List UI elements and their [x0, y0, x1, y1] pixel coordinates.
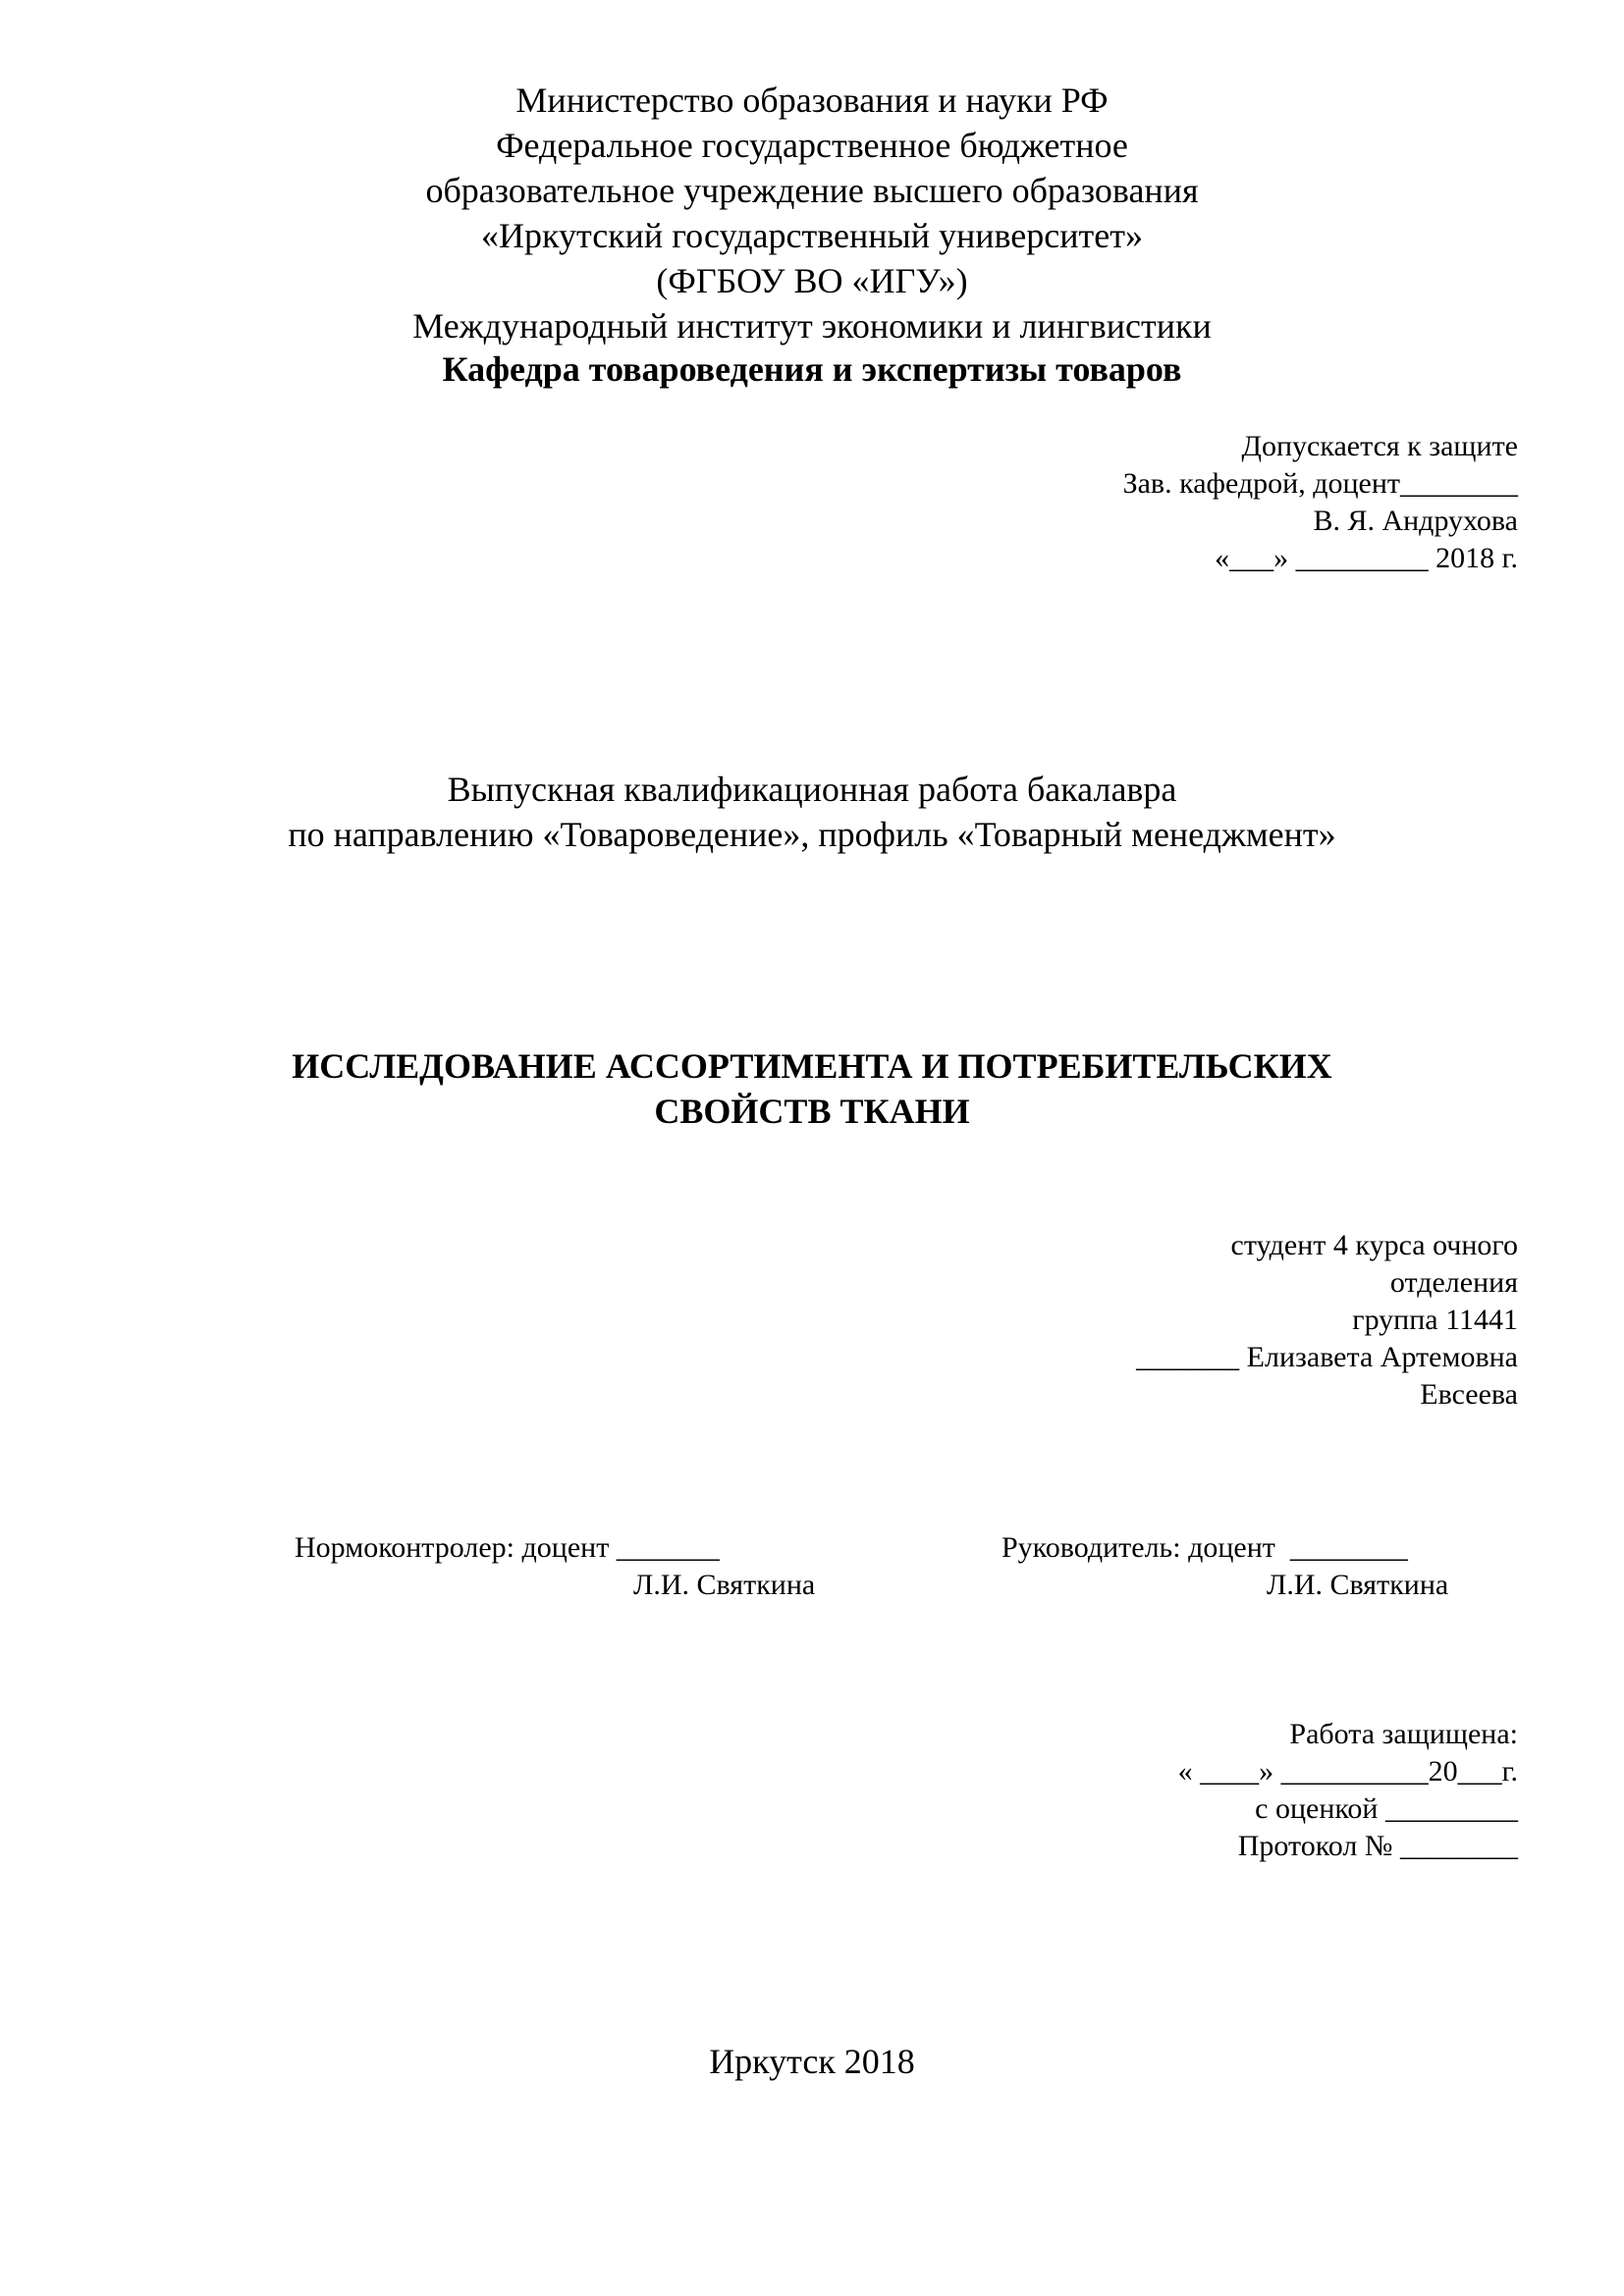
student-line-4: _______ Елизавета Артемовна	[1136, 1341, 1518, 1373]
institute-name: Международный институт экономики и лингвистики	[412, 306, 1212, 346]
normcontroller-name: Л.И. Святкина	[633, 1569, 816, 1601]
work-type-line-1: Выпускная квалификационная работа бакалавра	[447, 770, 1177, 809]
institution-line-1: Федеральное государственное бюджетное	[496, 126, 1128, 165]
university-name: «Иркутский государственный университет»	[481, 216, 1143, 255]
normcontroller-label: Нормоконтролер: доцент _______	[295, 1531, 720, 1564]
institution-line-2: образовательное учреждение высшего образования	[425, 171, 1199, 210]
approval-line-4: «___» _________ 2018 г.	[1215, 542, 1518, 574]
student-line-1: студент 4 курса очного	[1230, 1229, 1518, 1261]
defense-line-4: Протокол № ________	[1237, 1830, 1518, 1862]
department-name: Кафедра товароведения и экспертизы товаров	[442, 349, 1182, 389]
university-abbreviation: (ФГБОУ ВО «ИГУ»)	[656, 261, 968, 300]
work-type-line-2: по направлению «Товароведение», профиль «Товарный менеджмент»	[288, 815, 1336, 854]
supervisor-label: Руководитель: доцент ________	[1001, 1531, 1408, 1564]
student-line-3: группа 11441	[1352, 1304, 1518, 1336]
defense-line-1: Работа защищена:	[1289, 1718, 1518, 1750]
ministry-line: Министерство образования и науки РФ	[515, 80, 1109, 120]
city-year: Иркутск 2018	[709, 2042, 915, 2081]
thesis-title-line-1: ИССЛЕДОВАНИЕ АССОРТИМЕНТА И ПОТРЕБИТЕЛЬСКИХ	[292, 1046, 1332, 1086]
thesis-title-line-2: СВОЙСТВ ТКАНИ	[654, 1092, 970, 1131]
approval-line-1: Допускается к защите	[1241, 430, 1518, 462]
approval-line-2: Зав. кафедрой, доцент________	[1122, 467, 1518, 500]
defense-line-2: « ____» __________20___г.	[1177, 1755, 1518, 1788]
student-line-5: Евсеева	[1420, 1378, 1518, 1411]
approval-line-3: В. Я. Андрухова	[1313, 505, 1518, 537]
student-line-2: отделения	[1389, 1266, 1518, 1299]
defense-line-3: с оценкой _________	[1255, 1792, 1518, 1825]
supervisor-name: Л.И. Святкина	[1267, 1569, 1449, 1601]
